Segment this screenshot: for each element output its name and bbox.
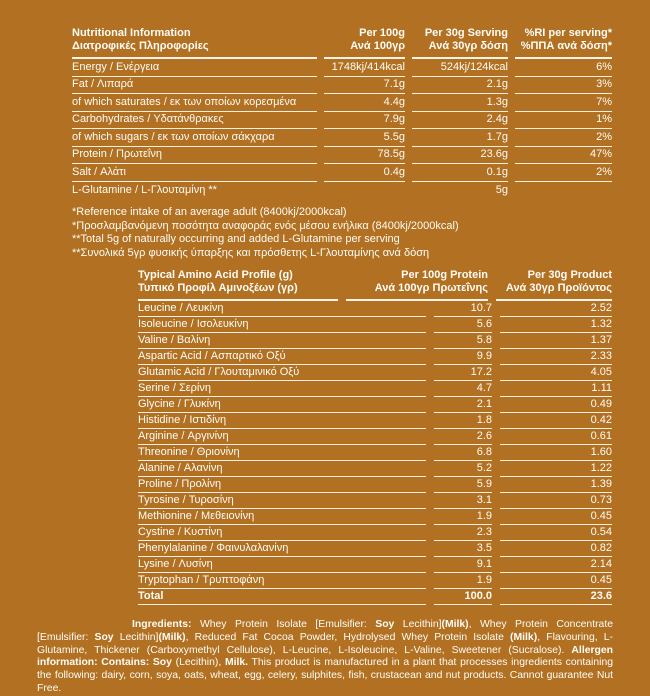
amino-acid-label: Alanine / Αλανίνη — [138, 462, 426, 477]
col-per-100g-el: Ανά 100γρ — [350, 40, 405, 52]
ingredients-text-segment: , Whey Protein Concentrate [Emulsifier: — [37, 619, 614, 644]
per-100g-protein-value: 6.8 — [434, 446, 492, 461]
col-ri-per-serving-el: %ΠΠΑ ανά δόση* — [520, 40, 612, 52]
amino-acid-row — [138, 365, 612, 381]
per-30g-product-value: 1.37 — [500, 334, 612, 349]
amino-acid-row — [138, 301, 612, 317]
per-30g-product-value: 0.73 — [500, 494, 612, 509]
per-30g-value: 1.7g — [412, 131, 508, 147]
amino-acid-label: Cystine / Κυστίνη — [138, 526, 426, 541]
per-100g-protein-value: 100.0 — [434, 590, 492, 605]
per-30g-product-value: 1.60 — [500, 446, 612, 461]
nutrition-row — [72, 59, 612, 77]
amino-acid-label: Valine / Βαλίνη — [138, 334, 426, 349]
ri-percent-value: 6% — [515, 61, 612, 77]
nutrient-label: Protein / Πρωτεΐνη — [72, 148, 317, 164]
reference-note-line: **Total 5g of naturally occurring and added L-Glutamine per serving — [72, 233, 400, 246]
amino-acid-row — [138, 525, 612, 541]
per-100g-protein-value: 1.9 — [434, 510, 492, 525]
per-30g-product-value: 2.52 — [500, 302, 612, 317]
nutrient-label: L-Glutamine / L-Γλουταμίνη ** — [72, 184, 217, 196]
per-30g-product-value: 2.33 — [500, 350, 612, 365]
amino-acid-row — [138, 461, 612, 477]
amino-acid-label: Aspartic Acid / Ασπαρτικό Οξύ — [138, 350, 426, 365]
amino-acid-label: Glycine / Γλυκίνη — [138, 398, 426, 413]
per-100g-value: 7.1g — [324, 78, 405, 94]
ingredients-text-segment: Lecithin] — [394, 619, 442, 631]
amino-acid-row — [138, 333, 612, 349]
nutrient-label: Energy / Ενέργεια — [72, 61, 317, 77]
per-30g-product-value: 1.22 — [500, 462, 612, 477]
col-per-100g-protein — [346, 269, 488, 301]
per-30g-product-value: 0.42 — [500, 414, 612, 429]
per-100g-protein-value: 10.7 — [434, 302, 492, 317]
nutrition-title — [72, 27, 317, 59]
ingredients-bold-segment: Milk. — [224, 657, 249, 669]
per-30g-product-value: 0.45 — [500, 510, 612, 525]
nutrient-label: Carbohydrates / Υδατάνθρακες — [72, 113, 317, 129]
nutrient-label: Fat / Λιπαρά — [72, 78, 317, 94]
amino-acid-label: Total — [138, 590, 426, 605]
amino-acid-row — [138, 573, 612, 589]
col-ri-per-serving-en: %RI per serving* — [524, 27, 612, 39]
per-100g-protein-value: 4.7 — [434, 382, 492, 397]
per-30g-value: 1.3g — [412, 96, 508, 112]
ri-percent-value: 7% — [515, 96, 612, 112]
ingredients-text-segment: This product is manufactured in a plant that processes ingredients containing the following: dairy, corn, soya, oats, wheat, egg, celery, sulphites, fish, crustacean and nut products. Cannot guarantee Nut Free. — [37, 657, 613, 694]
per-30g-product-value: 0.82 — [500, 542, 612, 557]
nutrition-row — [72, 182, 612, 200]
per-100g-protein-value: 1.9 — [434, 574, 492, 589]
amino-acid-row — [138, 317, 612, 333]
nutrition-row — [72, 112, 612, 130]
per-30g-value: 0.1g — [412, 166, 508, 182]
amino-acid-label: Phenylalanine / Φαινυλαλανίνη — [138, 542, 426, 557]
ingredients-bold-segment: (Milk) — [510, 632, 538, 644]
nutrition-row — [72, 94, 612, 112]
amino-acid-table — [138, 269, 612, 605]
amino-acid-row — [138, 541, 612, 557]
nutrient-label: of which saturates / εκ των οποίων κορεσμένα — [72, 96, 317, 112]
per-100g-value: 0.4g — [324, 166, 405, 182]
per-100g-protein-value: 2.3 — [434, 526, 492, 541]
per-30g-product-value: 1.32 — [500, 318, 612, 333]
per-100g-value: 7.9g — [324, 113, 405, 129]
col-per-100g — [324, 27, 405, 59]
nutrition-row — [72, 129, 612, 147]
nutrition-row — [72, 164, 612, 182]
ingredients-bold-segment: Ingredients: — [132, 619, 200, 631]
per-100g-protein-value: 17.2 — [434, 366, 492, 381]
col-ri-per-serving — [515, 27, 612, 59]
amino-acid-row — [138, 557, 612, 573]
reference-notes — [72, 206, 650, 260]
per-100g-value: 78.5g — [324, 148, 405, 164]
reference-note-line: *Προσλαμβανόμενη ποσότητα αναφοράς ενός μέσου ενήλικα (8400kj/2000kcal) — [72, 219, 459, 232]
amino-acid-label: Histidine / Ιστιδίνη — [138, 414, 426, 429]
amino-acid-row — [138, 589, 612, 605]
nutrition-table-body — [72, 59, 612, 199]
nutrition-header-row — [72, 27, 612, 59]
col-per-100g-en: Per 100g — [359, 27, 405, 39]
amino-acid-label: Tyrosine / Τυροσίνη — [138, 494, 426, 509]
per-30g-value: 23.6g — [412, 148, 508, 164]
ri-percent-value: 3% — [515, 78, 612, 94]
nutrition-title-en: Nutritional Information — [72, 27, 191, 39]
per-100g-protein-value: 5.6 — [434, 318, 492, 333]
amino-acid-row — [138, 381, 612, 397]
per-100g-protein-value: 9.9 — [434, 350, 492, 365]
amino-acid-row — [138, 349, 612, 365]
per-100g-protein-value: 1.8 — [434, 414, 492, 429]
per-30g-value: 5g — [495, 184, 508, 196]
amino-acid-row — [138, 397, 612, 413]
per-30g-product-value: 0.45 — [500, 574, 612, 589]
col-per-30g-product — [496, 269, 612, 301]
col-per-30g-product-en: Per 30g Product — [527, 269, 612, 282]
col-per-30g-serving — [412, 27, 508, 59]
per-30g-product-value: 0.54 — [500, 526, 612, 541]
nutrient-label: Salt / Αλάτι — [72, 166, 317, 182]
per-30g-value: 2.4g — [412, 113, 508, 129]
amino-acid-row — [138, 413, 612, 429]
per-100g-protein-value: 9.1 — [434, 558, 492, 573]
amino-acid-label: Threonine / Θριονίνη — [138, 446, 426, 461]
amino-acid-label: Leucine / Λευκίνη — [138, 302, 426, 317]
ingredients-bold-segment: (Milk) — [441, 619, 469, 631]
amino-acid-row — [138, 445, 612, 461]
per-30g-product-value: 0.49 — [500, 398, 612, 413]
amino-acid-label: Glutamic Acid / Γλουταμινικό Οξύ — [138, 366, 426, 381]
amino-acid-label: Proline / Προλίνη — [138, 478, 426, 493]
amino-title-el: Τυπικό Προφίλ Αμινοξέων (γρ) — [138, 282, 298, 295]
per-100g-protein-value: 3.5 — [434, 542, 492, 557]
per-100g-value: 4.4g — [324, 96, 405, 112]
per-100g-protein-value: 5.2 — [434, 462, 492, 477]
per-30g-product-value: 1.11 — [500, 382, 612, 397]
amino-acid-label: Serine / Σερίνη — [138, 382, 426, 397]
nutrition-row — [72, 147, 612, 165]
col-per-30g-serving-el: Ανά 30γρ δόση — [428, 40, 508, 52]
ingredients-paragraph — [37, 619, 613, 695]
per-30g-value: 524kj/124kcal — [412, 61, 508, 77]
per-100g-protein-value: 3.1 — [434, 494, 492, 509]
per-100g-value — [324, 197, 405, 199]
per-100g-protein-value: 5.9 — [434, 478, 492, 493]
col-per-30g-product-el: Ανά 30γρ Προϊόντος — [505, 282, 612, 295]
per-100g-protein-value: 2.6 — [434, 430, 492, 445]
ingredients-bold-segment: Allergen information: Contains: Soy — [37, 644, 613, 669]
amino-header-row — [138, 269, 612, 301]
amino-acid-label: Tryptophan / Τρυπτοφάνη — [138, 574, 426, 589]
per-30g-product-value: 1.39 — [500, 478, 612, 493]
per-30g-product-value: 0.61 — [500, 430, 612, 445]
nutrition-row — [72, 77, 612, 95]
ingredients-text-segment: , Reduced Fat Cocoa Powder, Hydrolysed Whey Protein Isolate — [185, 632, 511, 644]
col-per-100g-protein-en: Per 100g Protein — [401, 269, 488, 282]
ingredients-text-segment: , Flavouring, L-Glutamine, Thickener (Carboxymethyl Cellulose), L-Leucine, L-Isoleucine, L-Valine, Sweetener (Sucralose). — [37, 632, 614, 656]
ri-percent-value: 2% — [515, 166, 612, 182]
ri-percent-value: 47% — [515, 148, 612, 164]
amino-acid-label: Isoleucine / Ισολευκίνη — [138, 318, 426, 333]
per-30g-value: 2.1g — [412, 78, 508, 94]
per-30g-product-value: 2.14 — [500, 558, 612, 573]
nutrition-title-el: Διατροφικές Πληροφορίες — [72, 40, 209, 52]
col-per-100g-protein-el: Ανά 100γρ Πρωτεΐνης — [374, 282, 488, 295]
per-30g-product-value: 4.05 — [500, 366, 612, 381]
amino-acid-label: Lysine / Λυσίνη — [138, 558, 426, 573]
amino-acid-row — [138, 429, 612, 445]
amino-title-en: Typical Amino Acid Profile (g) — [138, 269, 293, 282]
amino-acid-row — [138, 477, 612, 493]
amino-acid-label: Arginine / Αργινίνη — [138, 430, 426, 445]
amino-acid-row — [138, 509, 612, 525]
ingredients-bold-segment: Soy — [375, 619, 395, 631]
ingredients-text-segment: Whey Protein Isolate [Emulsifier: — [199, 619, 376, 631]
amino-table-body — [138, 301, 612, 605]
nutrient-label: of which sugars / εκ των οποίων σάκχαρα — [72, 131, 317, 147]
per-100g-value: 5.5g — [324, 131, 405, 147]
ri-percent-value: 2% — [515, 131, 612, 147]
ingredients-text-segment: Lecithin] — [113, 632, 159, 644]
per-30g-product-value: 23.6 — [500, 590, 612, 605]
per-100g-protein-value: 2.1 — [434, 398, 492, 413]
ri-percent-value: 1% — [515, 113, 612, 129]
reference-note-line: **Συνολικά 5γρ φυσικής ύπαρξης και πρόσθετης L-Γλουταμίνης ανά δόση — [72, 246, 430, 259]
ri-percent-value — [515, 197, 612, 199]
per-100g-value: 1748kj/414kcal — [324, 61, 405, 77]
ingredients-bold-segment: Soy — [94, 632, 114, 644]
col-per-30g-serving-en: Per 30g Serving — [424, 27, 508, 39]
amino-acid-label: Methionine / Μεθειονίνη — [138, 510, 426, 525]
amino-title — [138, 269, 338, 301]
amino-acid-row — [138, 493, 612, 509]
ingredients-bold-segment: (Milk) — [158, 632, 186, 644]
ingredients-text-segment: (Lecithin), — [171, 657, 225, 669]
per-100g-protein-value: 5.8 — [434, 334, 492, 349]
nutrition-facts-table — [72, 27, 612, 199]
reference-note-line: *Reference intake of an average adult (8400kj/2000kcal) — [72, 206, 347, 218]
